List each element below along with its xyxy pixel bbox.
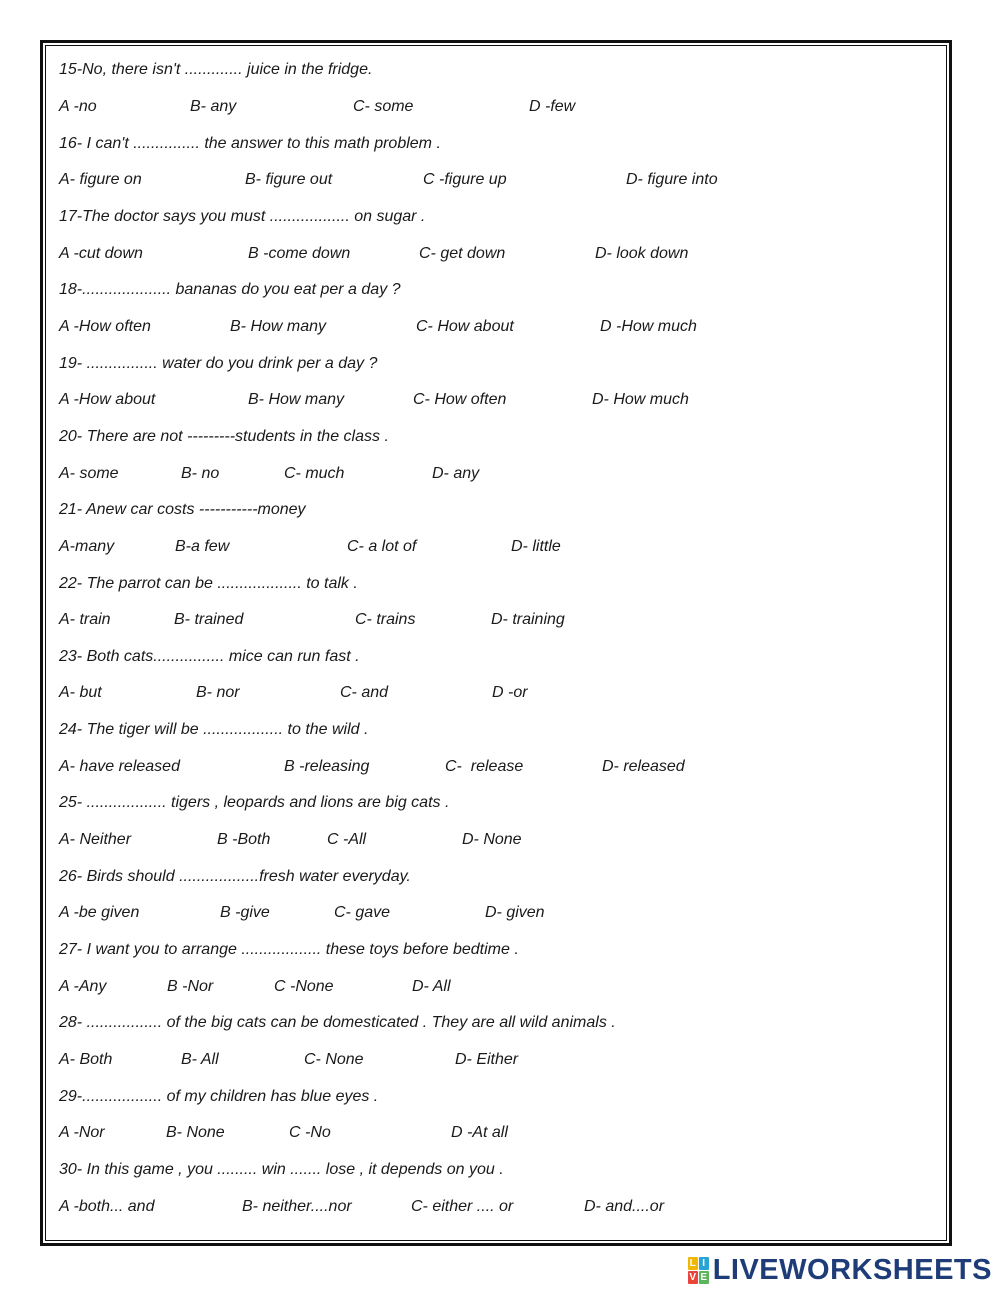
answer-options-row [59,162,939,199]
option-d[interactable]: D- None [462,831,522,849]
option-a[interactable]: A -How often [59,317,151,335]
answer-options-row [59,675,939,712]
answer-options-row [59,89,939,126]
option-a[interactable]: A -How about [59,391,156,409]
logo-letter-i: I [699,1257,709,1270]
question-text: 30- In this game , you ......... win ....... lose , it depends on you . [59,1161,504,1179]
question-text: 23- Both cats................ mice can run fast . [59,647,360,665]
option-a[interactable]: A -both... and [59,1197,155,1215]
answer-options-row [59,309,939,346]
option-c[interactable]: C- How about [416,317,514,335]
answer-options-row [59,822,939,859]
question-text: 28- ................. of the big cats can be domesticated . They are all wild animals . [59,1014,616,1032]
option-c[interactable]: C- None [304,1051,364,1069]
liveworksheets-logo-icon [688,1257,709,1284]
option-a[interactable]: A- Both [59,1051,113,1069]
option-c[interactable]: C- a lot of [347,537,417,555]
option-b[interactable]: B -Nor [167,977,214,995]
option-a[interactable]: A -be given [59,904,140,922]
option-c[interactable]: C -figure up [423,171,507,189]
question-text: 15-No, there isn't ............. juice in the fridge. [59,61,373,79]
option-a[interactable]: A- some [59,464,119,482]
option-d[interactable]: D- All [412,977,451,995]
answer-options-row [59,529,939,566]
liveworksheets-logo [688,1254,992,1286]
question-text: 27- I want you to arrange .................. these toys before bedtime . [59,941,519,959]
option-d[interactable]: D -or [492,684,528,702]
option-b[interactable]: B- trained [174,611,244,629]
option-d[interactable]: D- released [602,757,685,775]
logo-letter-v: V [689,1271,697,1283]
answer-options-row [59,1115,939,1152]
option-d[interactable]: D- training [491,611,565,629]
question-text: 18-.................... bananas do you eat per a day ? [59,281,401,299]
question-text: 25- .................. tigers , leopards and lions are big cats . [59,794,450,812]
option-c[interactable]: C- and [340,684,389,702]
question-text: 22- The parrot can be ................... to talk . [59,574,358,592]
option-b[interactable]: B -come down [248,244,351,262]
worksheet-content [59,52,939,1225]
option-a[interactable]: A- figure on [59,171,142,189]
option-b[interactable]: B-a few [175,537,230,555]
option-a[interactable]: A -no [59,97,97,115]
answer-options-row [59,455,939,492]
logo-text: LIVEWORKSHEETS [712,1253,992,1286]
question-text: 16- I can't ............... the answer to this math problem . [59,134,441,152]
option-a[interactable]: A -Nor [59,1124,105,1142]
option-c[interactable]: C -None [274,977,334,995]
option-a[interactable]: A-many [59,537,115,555]
option-d[interactable]: D -few [529,97,576,115]
option-b[interactable]: B -releasing [284,757,370,775]
question-text: 24- The tiger will be .................. to the wild . [59,721,369,739]
option-a[interactable]: A -cut down [59,244,143,262]
option-c[interactable]: C- release [445,757,524,775]
option-c[interactable]: C- trains [355,611,416,629]
option-b[interactable]: B- figure out [245,171,333,189]
logo-letter-e: E [700,1271,708,1283]
answer-options-row [59,968,939,1005]
question-text: 20- There are not ---------students in the class . [59,427,389,445]
option-c[interactable]: C- gave [334,904,391,922]
option-c[interactable]: C- either .... or [411,1197,514,1215]
option-c[interactable]: C- much [284,464,345,482]
answer-options-row [59,382,939,419]
question-text: 17-The doctor says you must .................. on sugar . [59,207,426,225]
answer-options-row [59,748,939,785]
answer-options-row [59,1188,939,1225]
logo-letter-l: L [689,1257,696,1269]
option-a[interactable]: A- train [59,611,111,629]
option-b[interactable]: B- no [181,464,220,482]
option-d[interactable]: D -How much [600,317,697,335]
option-a[interactable]: A- but [59,684,102,702]
question-text: 19- ................ water do you drink per a day ? [59,354,378,372]
option-b[interactable]: B- any [190,97,237,115]
option-d[interactable]: D- little [511,537,561,555]
option-d[interactable]: D- Either [455,1051,519,1069]
option-c[interactable]: C- get down [419,244,506,262]
option-b[interactable]: B- neither....nor [242,1197,352,1215]
option-c[interactable]: C -No [289,1124,331,1142]
question-text: 21- Anew car costs -----------money [59,501,306,519]
option-b[interactable]: B -Both [217,831,271,849]
option-d[interactable]: D- How much [592,391,689,409]
question-text: 26- Birds should ..................fresh water everyday. [59,867,411,885]
question-text: 29-.................. of my children has blue eyes . [59,1087,379,1105]
option-d[interactable]: D- and....or [584,1197,665,1215]
answer-options-row [59,1042,939,1079]
option-d[interactable]: D -At all [451,1124,508,1142]
option-b[interactable]: B- How many [230,317,327,335]
option-b[interactable]: B- nor [196,684,240,702]
option-d[interactable]: D- given [485,904,545,922]
option-b[interactable]: B- How many [248,391,345,409]
option-c[interactable]: C -All [327,831,367,849]
answer-options-row [59,602,939,639]
option-d[interactable]: D- figure into [626,171,718,189]
option-b[interactable]: B -give [220,904,270,922]
answer-options-row [59,895,939,932]
option-a[interactable]: A -Any [59,977,107,995]
option-a[interactable]: A- have released [59,757,180,775]
option-d[interactable]: D- any [432,464,480,482]
option-d[interactable]: D- look down [595,244,689,262]
option-b[interactable]: B- None [166,1124,225,1142]
answer-options-row [59,235,939,272]
option-c[interactable]: C- How often [413,391,507,409]
option-b[interactable]: B- All [181,1051,219,1069]
option-c[interactable]: C- some [353,97,414,115]
option-a[interactable]: A- Neither [59,831,132,849]
